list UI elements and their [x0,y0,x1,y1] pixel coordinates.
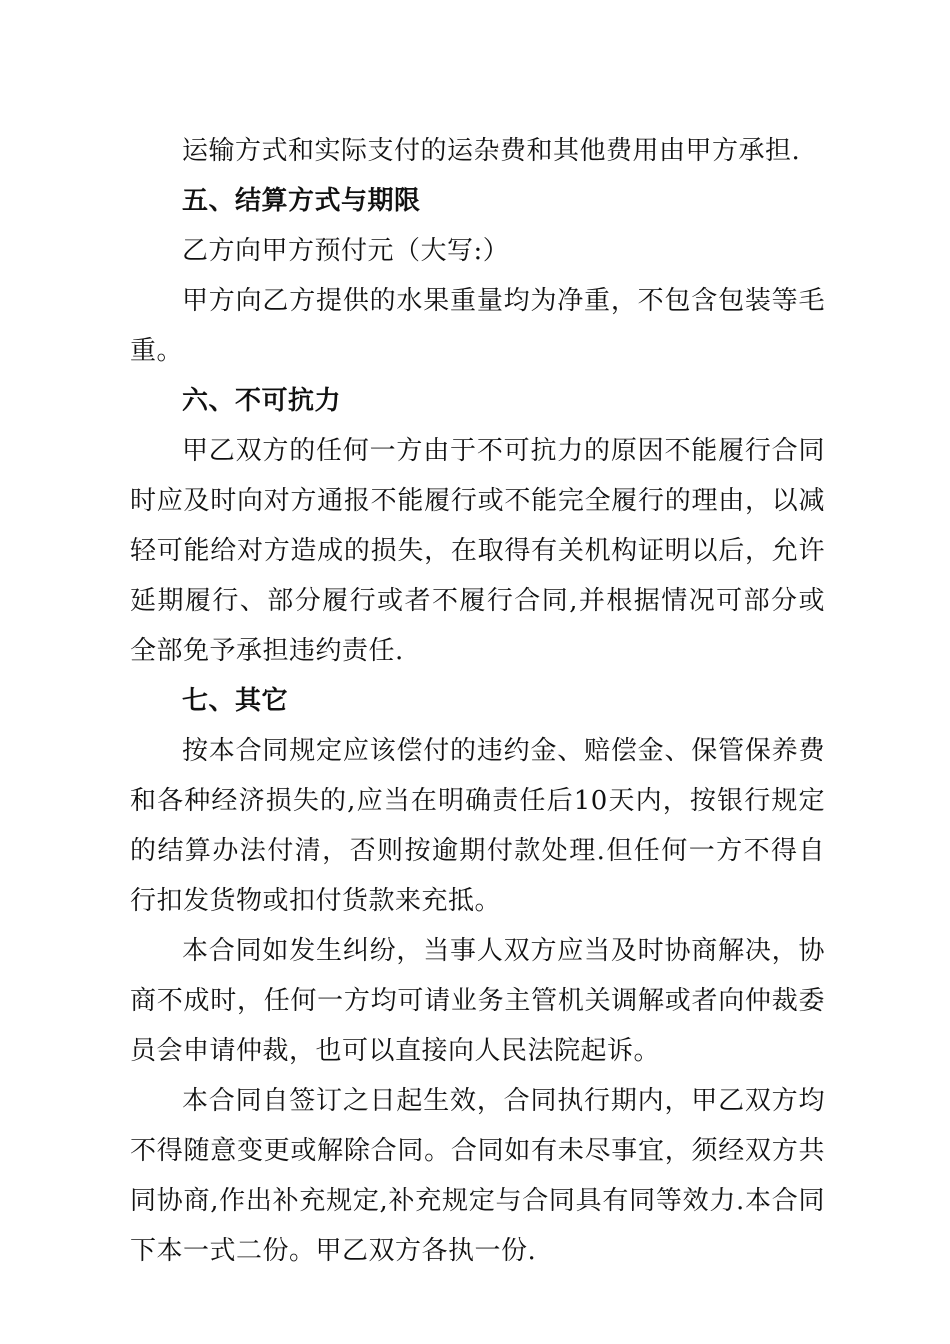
paragraph-penalties: 按本合同规定应该偿付的违约金、赔偿金、保管保养费和各种经济损失的,应当在明确责任后10天内，按银行规定的结算办法付清，否则按逾期付款处理.但任何一方不得自行扣发货物或扣付货款来充抵。 [130,736,825,916]
heading-other: 七、其它 [182,686,289,716]
paragraph-net-weight: 甲方向乙方提供的水果重量均为净重，不包含包装等毛重。 [130,286,825,366]
paragraph-transport-costs: 运输方式和实际支付的运杂费和其他费用由甲方承担. [182,136,801,166]
contract-page [130,126,825,1276]
paragraph-prepayment: 乙方向甲方预付元（大写:） [182,236,510,266]
paragraph-effectiveness: 本合同自签订之日起生效，合同执行期内，甲乙双方均不得随意变更或解除合同。合同如有未尽事宜，须经双方共同协商,作出补充规定,补充规定与合同具有同等效力.本合同下本一式二份。甲乙双方各执一份. [130,1086,825,1266]
heading-settlement: 五、结算方式与期限 [182,186,421,216]
heading-force-majeure: 六、不可抗力 [182,386,342,416]
paragraph-disputes: 本合同如发生纠纷，当事人双方应当及时协商解决，协商不成时，任何一方均可请业务主管机关调解或者向仲裁委员会申请仲裁，也可以直接向人民法院起诉。 [130,936,825,1066]
paragraph-force-majeure: 甲乙双方的任何一方由于不可抗力的原因不能履行合同时应及时向对方通报不能履行或不能完全履行的理由，以减轻可能给对方造成的损失，在取得有关机构证明以后，允许延期履行、部分履行或者不履行合同,并根据情况可部分或全部免予承担违约责任. [130,436,825,666]
